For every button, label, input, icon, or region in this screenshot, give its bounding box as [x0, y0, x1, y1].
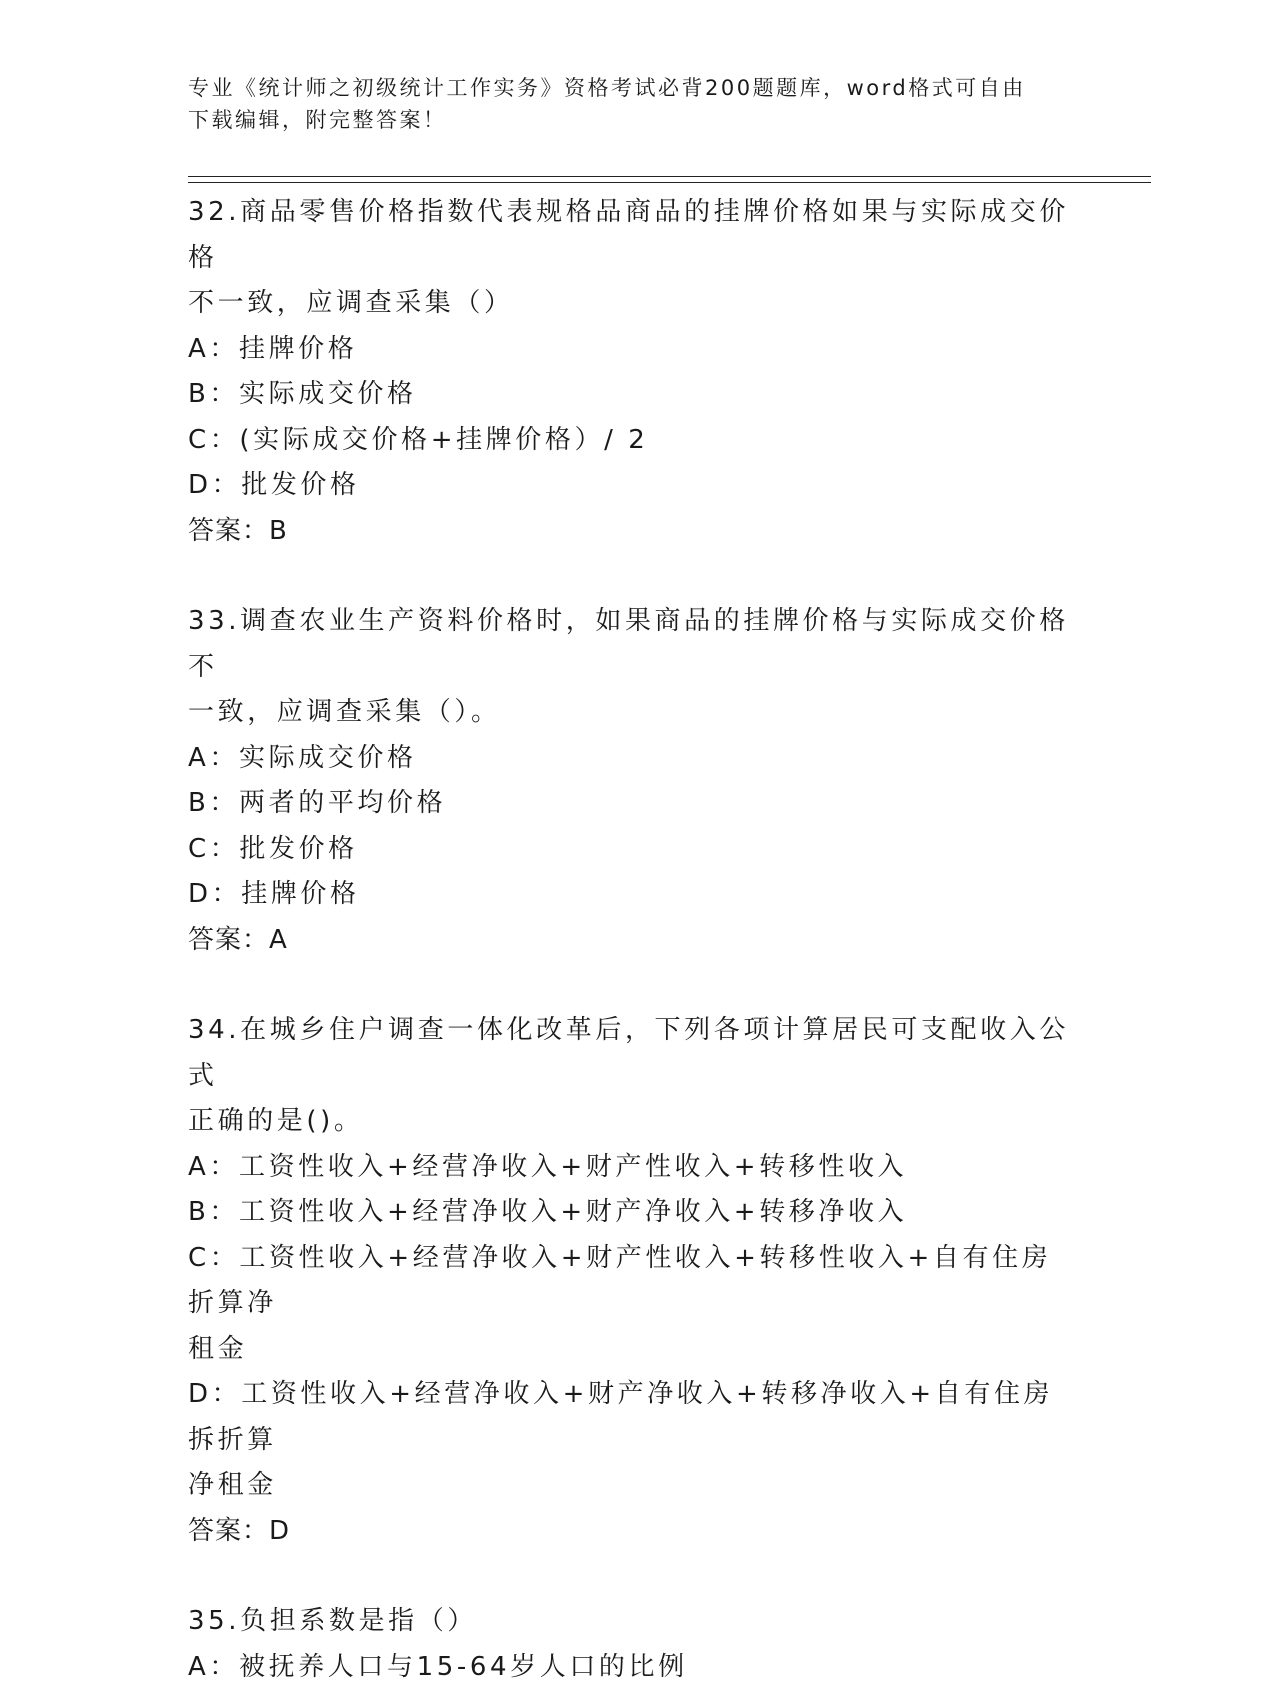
answer-option-line: 租金: [188, 1327, 1078, 1373]
answer-key: 答案：A: [188, 918, 1078, 964]
answer-option: [188, 418, 1078, 464]
answer-option: [188, 327, 1078, 373]
question-stem-line: 不一致，应调查采集（）: [188, 281, 1078, 327]
question-block: [188, 599, 1078, 963]
answer-option-line: C：工资性收入+经营净收入+财产性收入+转移性收入+自有住房折算净: [188, 1236, 1078, 1327]
question-stem-line: 33.调查农业生产资料价格时，如果商品的挂牌价格与实际成交价格不: [188, 599, 1078, 690]
question-stem-line: 34.在城乡住户调查一体化改革后，下列各项计算居民可支配收入公式: [188, 1008, 1078, 1099]
question-stem: [188, 599, 1078, 736]
header-line-2: 下载编辑，附完整答案！: [188, 104, 1068, 136]
question-stem: [188, 1008, 1078, 1145]
question-stem: [188, 1599, 1078, 1645]
answer-option-line: C：(实际成交价格+挂牌价格）/ 2: [188, 418, 1078, 464]
answer-option: [188, 1236, 1078, 1373]
question-block: [188, 1008, 1078, 1554]
answer-option: [188, 372, 1078, 418]
answer-option: [188, 827, 1078, 873]
answer-option: [188, 1190, 1078, 1236]
answer-key: 答案：B: [188, 509, 1078, 555]
answer-option-line: B：实际成交价格: [188, 372, 1078, 418]
question-block: [188, 1599, 1078, 1690]
header-line-1: 专业《统计师之初级统计工作实务》资格考试必背200题题库，word格式可自由: [188, 72, 1068, 104]
question-stem-line: 正确的是()。: [188, 1099, 1078, 1145]
answer-option-line: B：两者的平均价格: [188, 781, 1078, 827]
answer-option: [188, 736, 1078, 782]
question-stem-line: 35.负担系数是指（）: [188, 1599, 1078, 1645]
answer-option-line: D：工资性收入+经营净收入+财产净收入+转移净收入+自有住房拆折算: [188, 1372, 1078, 1463]
answer-option-line: A：工资性收入+经营净收入+财产性收入+转移性收入: [188, 1145, 1078, 1191]
answer-option-line: A：实际成交价格: [188, 736, 1078, 782]
answer-option-line: A：挂牌价格: [188, 327, 1078, 373]
answer-option-line: B：工资性收入+经营净收入+财产净收入+转移净收入: [188, 1190, 1078, 1236]
header-divider-bottom: [188, 182, 1151, 183]
document-header: [188, 72, 1068, 136]
answer-option: [188, 1145, 1078, 1191]
question-block: [188, 190, 1078, 554]
question-list: [188, 190, 1078, 1690]
answer-option: [188, 1372, 1078, 1509]
answer-key: 答案：D: [188, 1509, 1078, 1555]
question-stem-line: 32.商品零售价格指数代表规格品商品的挂牌价格如果与实际成交价格: [188, 190, 1078, 281]
answer-option: [188, 463, 1078, 509]
answer-option-line: D：挂牌价格: [188, 872, 1078, 918]
answer-option: [188, 872, 1078, 918]
question-stem: [188, 190, 1078, 327]
answer-option-line: 净租金: [188, 1463, 1078, 1509]
answer-option-line: A：被抚养人口与15-64岁人口的比例: [188, 1645, 1078, 1690]
question-stem-line: 一致，应调查采集（）。: [188, 690, 1078, 736]
answer-option-line: C：批发价格: [188, 827, 1078, 873]
answer-option: [188, 1645, 1078, 1690]
header-divider-top: [188, 176, 1151, 177]
answer-option-line: D：批发价格: [188, 463, 1078, 509]
answer-option: [188, 781, 1078, 827]
